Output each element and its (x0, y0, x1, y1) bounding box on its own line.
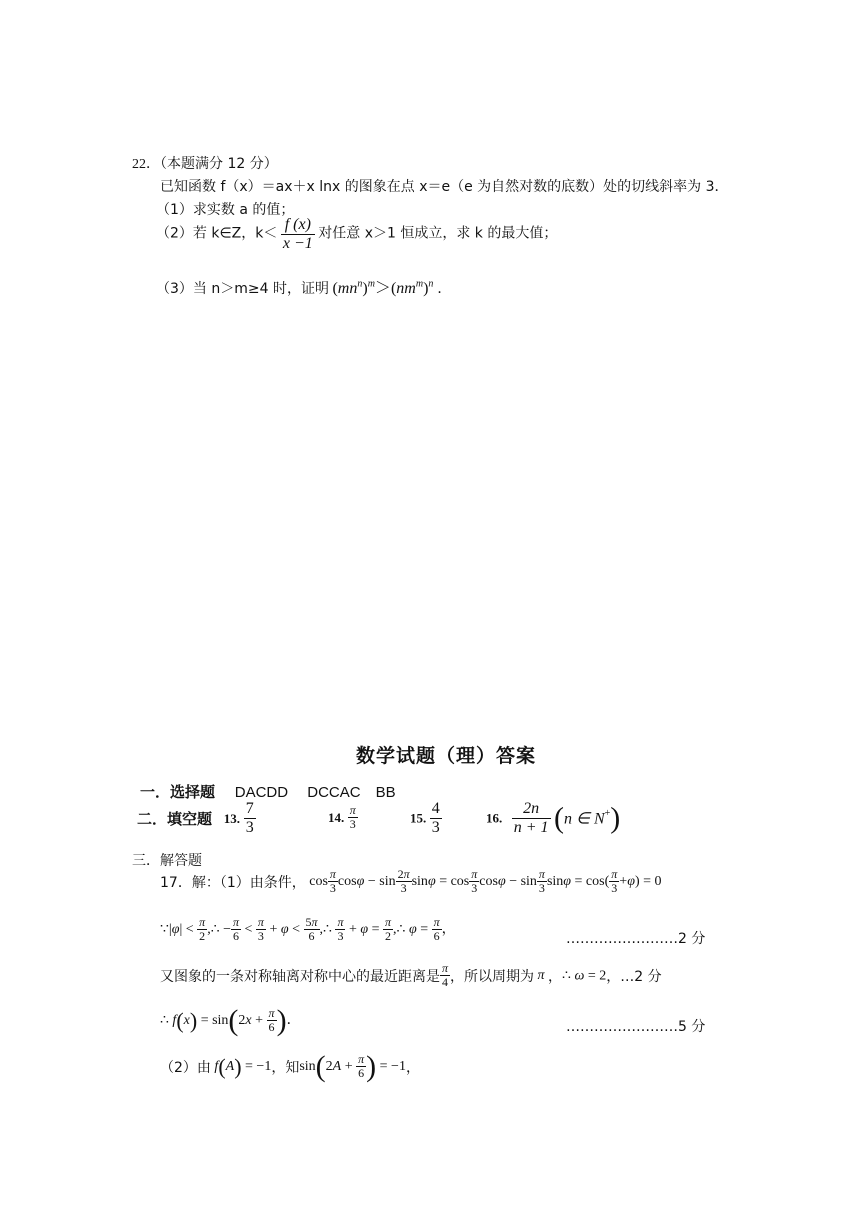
section1-answers: DACDD DCCAC BB (234, 784, 396, 801)
q22-part2-numerator: f (x) (281, 216, 315, 235)
q22-part2-post: 对任意 x＞1 恒成立，求 k 的最大值； (318, 225, 558, 242)
q16-fraction (512, 800, 551, 837)
q17-equation2: ∵|φ| < $\frac{\pi}{2}$ ,∴ − $\frac{\pi}{6}$ < $\frac{\pi}{3}$ + φ < $\frac{5\pi}{6}$ ,∴ $\frac{\pi}{3}$ + φ = $\frac{\pi}{2}$ ,∴ φ = $\frac{\pi}{6}$ ， (160, 915, 456, 944)
q13-den: 3 (245, 818, 254, 836)
q15-den: 3 (431, 818, 440, 836)
q22-part2-denominator: x −1 (282, 234, 313, 252)
q22-part2 (156, 216, 557, 253)
q22-part3-end: ． (437, 281, 452, 297)
q17-l5-mid: ，知 (271, 1060, 300, 1076)
q22-header-line (132, 153, 278, 173)
q16: 16. $\frac{2n}{n + 1}$ (n ∈ N+) (486, 800, 621, 836)
q17-line3: 又图象的一条对称轴离对称中心的最近距离是 $\frac{\pi}{4}$ ，所以周期为 π ，∴ ω = 2，…2 分 (160, 961, 662, 990)
q22-part1: （1）求实数 a 的值； (156, 202, 295, 218)
q16-condition: n ∈ N (564, 810, 605, 828)
q17-l3-post: ，所以周期为 (450, 969, 535, 985)
q16-num: 2n (512, 800, 551, 819)
q16-label: 16. (486, 810, 503, 826)
q14-den: 3 (349, 817, 356, 832)
q17-l5-pre: （2）由 (160, 1060, 211, 1076)
q17-line5: （2）由 f(A) = −1，知sin(2A + $\frac{\pi}{6}$ ) = −1， (160, 1050, 420, 1083)
q16-den: n + 1 (513, 818, 549, 836)
q13-label: 13. (223, 810, 241, 826)
q15-fraction (430, 800, 442, 837)
q22-part3 (156, 275, 451, 298)
q22-number: 22． (132, 157, 160, 172)
q17-l3-end: ，…2 分 (606, 969, 662, 985)
q17-score-5: ……………………5 分 (566, 1019, 706, 1035)
section3-label: 三．解答题 (132, 853, 202, 869)
section1-label: 一．选择题 (140, 783, 216, 801)
q22-part3-pre: （3）当 n＞m≥4 时，证明 (156, 281, 329, 297)
q22-part2-pre: （2）若 k∈Z，k＜ (156, 225, 278, 242)
q17-score-2a: ……………………2 分 (566, 931, 706, 947)
section1-line (140, 781, 396, 802)
q22-part2-fraction (281, 216, 315, 253)
q15-label: 15. (410, 810, 427, 826)
q13-fraction (244, 800, 256, 837)
q14 (328, 804, 358, 832)
q17-equation1: cos $\frac{\pi}{3}$ cosφ − sin $\frac{2\pi}{3}$ sinφ = cos $\frac{\pi}{3}$ cosφ − sin $\frac{\pi}{3}$ sinφ = cos( $\frac{\pi}{3}$ +φ) = 0 (309, 867, 662, 896)
q17-line2 (160, 916, 456, 944)
section2-label: 二．填空题 (137, 810, 213, 828)
q17-l5-end: ， (405, 1060, 420, 1076)
q13-num: 7 (245, 800, 254, 817)
answers-title: 数学试题（理）答案 (356, 745, 537, 767)
q17-line4: ∴ f(x) = sin(2x + $\frac{\pi}{6}$ )． (160, 1004, 301, 1037)
q14-label: 14. (328, 810, 345, 825)
q17-l3-pre: 又图象的一条对称轴离对称中心的最近距离是 (160, 969, 440, 985)
q22-part3-inequality: $(mn^n)^m>(nm^m)^n$ (332, 278, 434, 297)
q17-line1 (160, 868, 662, 896)
q14-num: π (349, 803, 356, 817)
q14-fraction (348, 804, 358, 832)
section2-line (137, 800, 256, 837)
q22-points: （本题满分 12 分） (160, 156, 278, 172)
q17-intro: 17．解：（1）由条件， (160, 875, 306, 891)
q15-num: 4 (431, 800, 440, 817)
q15 (410, 800, 442, 837)
q22-stem: 已知函数 f（x）＝ax＋x lnx 的图象在点 x＝e（e 为自然对数的底数）处的切线斜率为 3． (160, 179, 729, 195)
